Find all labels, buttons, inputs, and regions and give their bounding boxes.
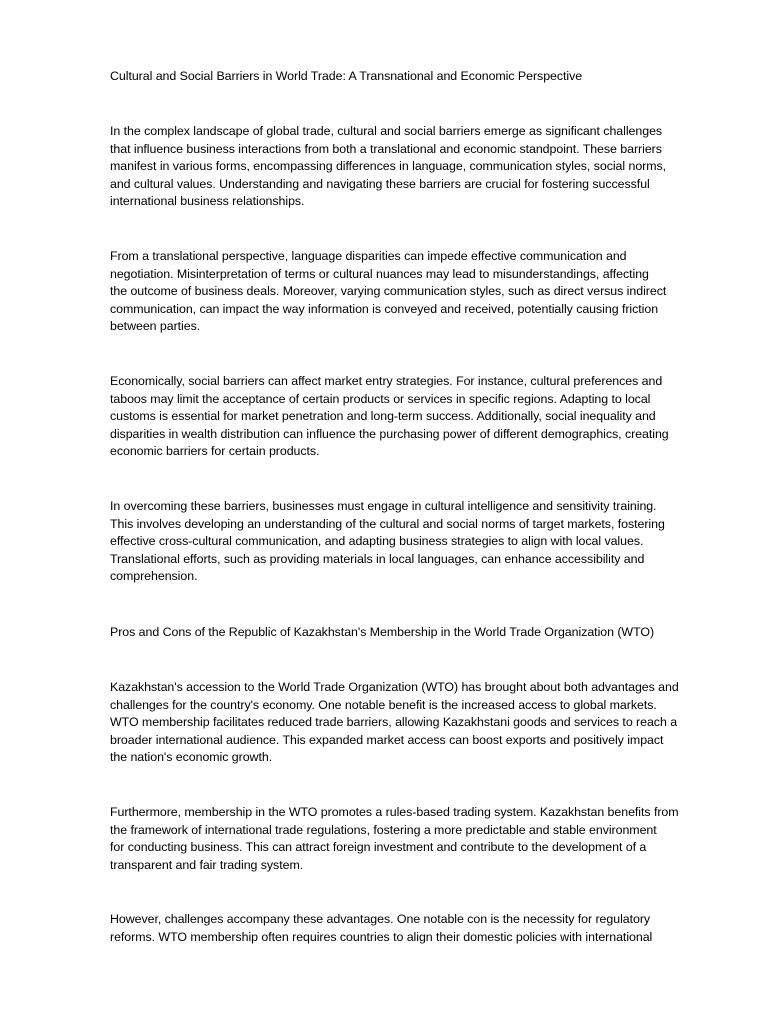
paragraph-economic-barriers: Economically, social barriers can affect market entry strategies. For instance, cultural preferences and taboos may limit the acceptance of certain products or services in specific regions. Adapting to local customs is essential for market penetration and long-term success. Additionally, social inequality and disparities in wealth distribution can influence the purchasing power of different demographics, creating economic barriers for certain products. <box>110 374 669 459</box>
paragraph-regulatory-challenges: However, challenges accompany these advantages. One notable con is the necessity for regulatory reforms. WTO membership often requires countries to align their domestic policies with international <box>110 912 653 944</box>
paragraph-global-trade-intro: In the complex landscape of global trade, cultural and social barriers emerge as significant challenges that influence business interactions from both a translational and economic standpoint. These barriers manifest in various forms, encompassing differences in language, communication styles, social norms, and cultural values. Understanding and navigating these barriers are crucial for fostering successful international business relationships. <box>110 124 667 209</box>
paragraph-wto-accession: Kazakhstan's accession to the World Trade Organization (WTO) has brought about both advantages and challenges for the country's economy. One notable benefit is the increased access to global markets. WTO membership facilitates reduced trade barriers, allowing Kazakhstani goods and services to reach a broader international audience. This expanded market access can boost exports and positively impact the nation's economic growth. <box>110 680 679 765</box>
paragraph-overcoming-barriers: In overcoming these barriers, businesses must engage in cultural intelligence and sensitivity training. This involves developing an understanding of the cultural and social norms of target markets, fostering effective cross-cultural communication, and adapting business strategies to align with local values. Translational efforts, such as providing materials in local languages, can enhance accessibility and comprehension. <box>110 499 665 584</box>
paragraph-rules-based-trading: Furthermore, membership in the WTO promotes a rules-based trading system. Kazakhstan benefits from the framework of international trade regulations, fostering a more predictable and stable environment for conducting business. This can attract foreign investment and contribute to the development of a transparent and fair trading system. <box>110 805 679 872</box>
section-title-cultural-barriers: Cultural and Social Barriers in World Trade: A Transnational and Economic Perspective <box>110 69 583 83</box>
paragraph-translational-perspective: From a translational perspective, language disparities can impede effective communication and negotiation. Misinterpretation of terms or cultural nuances may lead to misunderstandings, affecting the outcome of business deals. Moreover, varying communication styles, such as direct versus indirect communication, can impact the way information is conveyed and received, potentially causing friction between parties. <box>110 249 667 334</box>
section-title-kazakhstan-wto: Pros and Cons of the Republic of Kazakhstan's Membership in the World Trade Organization (WTO) <box>110 625 655 639</box>
